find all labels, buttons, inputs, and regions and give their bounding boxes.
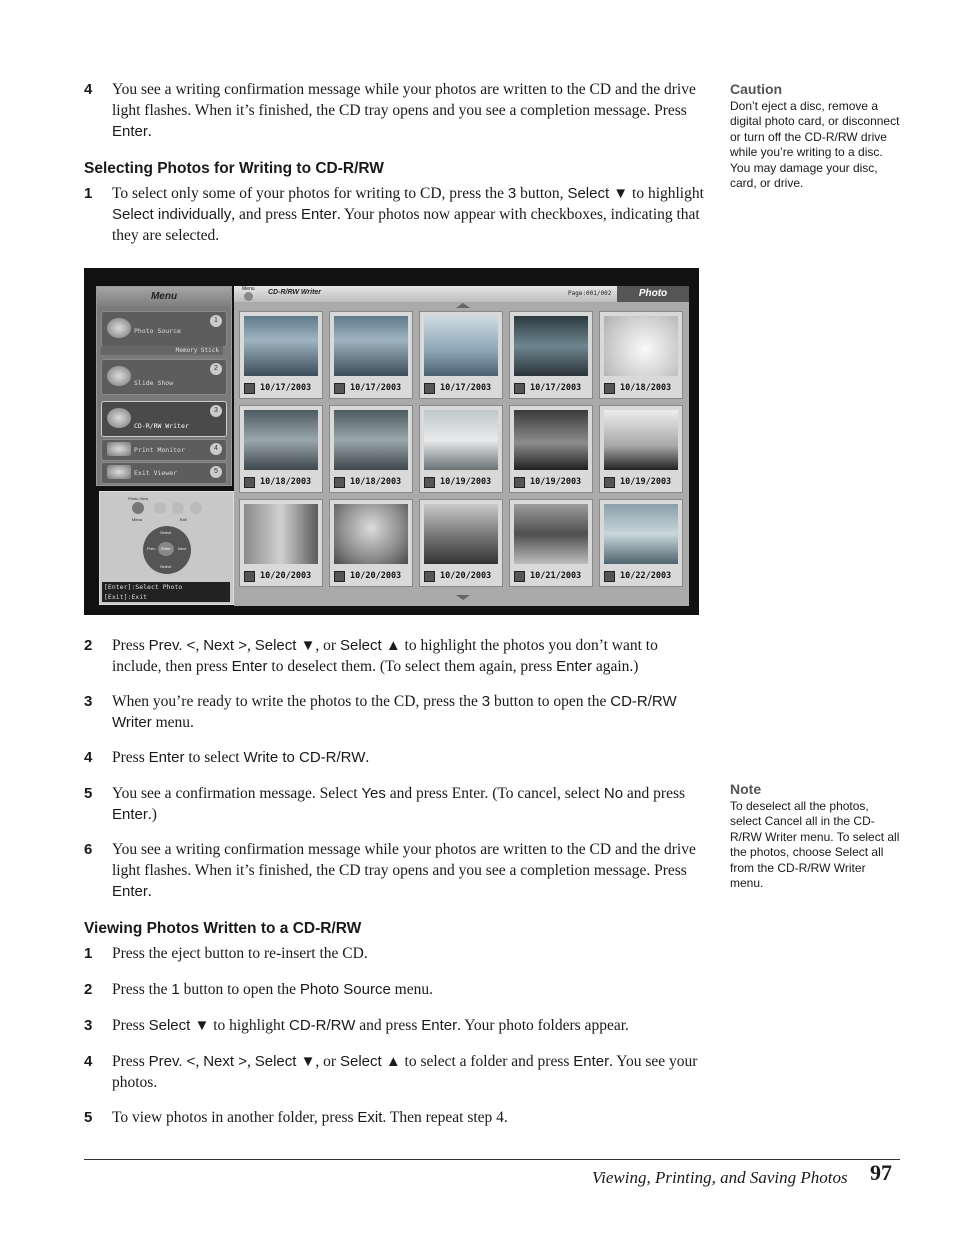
panel-header [234,286,689,302]
photo-date: 10/20/2003 [260,571,312,581]
page-number: 97 [870,1160,892,1185]
step-number: 2 [84,637,93,654]
photo-thumbnail[interactable] [239,311,323,399]
remote-button[interactable] [190,502,202,514]
photo-checkbox[interactable] [604,477,615,488]
photo-checkbox[interactable] [334,477,345,488]
step-number: 5 [84,1109,93,1126]
section-heading-selecting: Selecting Photos for Writing to CD-R/RW [84,160,384,177]
key-term: Select ▼ [254,1053,316,1070]
step-text: Press the 1 button to open the Photo Source menu. [112,981,433,998]
section2-step-4 [84,1051,704,1093]
menu-item-badge: 2 [210,363,222,375]
step-text: Press Prev. <, Next >, Select ▼, or Select ▲ to select a folder and press Enter. You see your photos. [112,1053,698,1091]
menu-item-label: Photo Source [134,327,181,335]
menu-item-badge: 4 [210,443,222,455]
photo-image [334,316,408,376]
step-text: You see a writing confirmation message while your photos are written to the CD and the drive light flashes. When it’s finished, the CD tray opens and you see a completion message. Press Enter. [112,81,696,140]
photo-date: 10/21/2003 [530,571,582,581]
remote-button[interactable] [172,502,184,514]
section-heading-viewing: Viewing Photos Written to a CD-R/RW [84,920,362,937]
key-term: Select ▲ [339,1053,401,1070]
key-term: Enter [231,658,268,675]
photo-date: 10/17/2003 [260,383,312,393]
menu-item-badge: 3 [210,405,222,417]
section1-step-6 [84,839,704,902]
section1-step-3 [84,691,704,733]
photo-thumbnail[interactable] [239,405,323,493]
step-number: 5 [84,785,93,802]
step-number: 1 [84,945,93,962]
section2-step-5 [84,1107,704,1128]
mode-label: Photo [617,286,689,302]
key-term: Select ▲ [339,637,401,654]
photo-checkbox[interactable] [244,477,255,488]
photo-thumbnail[interactable] [239,499,323,587]
footer-title: Viewing, Printing, and Saving Photos [592,1168,848,1187]
photo-date: 10/18/2003 [620,383,672,393]
step-top-4 [84,79,704,142]
photo-checkbox[interactable] [424,571,435,582]
photo-thumbnail[interactable] [419,311,503,399]
key-term: Select ▼ [567,185,629,202]
photo-checkbox[interactable] [514,477,525,488]
exit-icon [107,465,131,479]
footer-rule [84,1159,900,1160]
photo-checkbox[interactable] [244,571,255,582]
photo-date: 10/17/2003 [350,383,402,393]
step-number: 4 [84,1053,93,1070]
photo-date: 10/19/2003 [620,477,672,487]
scroll-down-icon[interactable] [456,595,470,600]
menu-item-badge: 5 [210,466,222,478]
dpad-enter[interactable]: Enter [158,542,174,556]
photo-image [514,316,588,376]
note-body: To deselect all the photos, select Cancel all in the CD-R/RW Writer menu. To select all the photos, choose Select all from the CD-R/RW Writer menu. [730,798,900,890]
menu-item-slide-show[interactable] [101,359,227,395]
photo-date: 10/20/2003 [440,571,492,581]
photo-image [424,316,498,376]
key-term: Prev. < [148,637,196,654]
photo-thumbnail[interactable] [329,405,413,493]
key-term: Next > [203,637,247,654]
printer-icon [107,442,131,456]
photo-image [334,410,408,470]
key-term: 3 [481,693,491,710]
top-menu-button[interactable]: Menu [242,286,255,292]
key-term: Prev. < [148,1053,196,1070]
key-term: Select ▼ [148,1017,210,1034]
photo-image [424,410,498,470]
photo-image [244,504,318,564]
dpad-select-up[interactable]: Select [160,530,172,535]
photo-checkbox[interactable] [334,571,345,582]
photo-date: 10/17/2003 [530,383,582,393]
hint-enter: [Enter]:Select Photo [104,583,183,591]
menu-item-label: Print Monitor [134,446,185,454]
exit-button-label: Exit [180,517,187,522]
photo-checkbox[interactable] [424,477,435,488]
caution-title: Caution [730,81,783,97]
section1-step-4 [84,747,704,768]
remote-button-row [132,502,212,514]
photo-image [604,316,678,376]
photo-thumbnail[interactable] [419,405,503,493]
step-number: 4 [84,81,93,98]
section1-step-2 [84,635,704,677]
remote-button[interactable] [154,502,166,514]
photo-date: 10/19/2003 [440,477,492,487]
step-text: Press Enter to select Write to CD-R/RW. [112,749,370,766]
menu-item-cd-writer[interactable] [101,401,227,437]
note-title: Note [730,781,762,797]
step-text: To select only some of your photos for writing to CD, press the 3 button, Select ▼ to highlight Select individually, and press Enter. Your photos now appear with checkboxes, indicating that they are selected. [112,185,704,244]
key-term: Exit [357,1109,383,1126]
menu-toggle-icon[interactable] [244,292,253,301]
key-term: Photo Source [299,981,391,998]
section1-step-1 [84,183,704,246]
photo-thumbnail[interactable] [509,405,593,493]
menu-title: Menu [97,287,231,307]
viewer-screenshot [84,268,699,615]
section2-step-1 [84,943,704,964]
photo-checkbox[interactable] [514,383,525,394]
step-text: You see a writing confirmation message while your photos are written to the CD and the drive light flashes. When it’s finished, the CD tray opens and you see a completion message. Press Enter. [112,841,696,900]
photo-date: 10/22/2003 [620,571,672,581]
photo-thumbnail[interactable] [599,311,683,399]
key-term: Next > [203,1053,247,1070]
photo-source-icon [107,318,131,338]
remote-hints [102,582,230,602]
caution-body: Don’t eject a disc, remove a digital photo card, or disconnect or turn off the CD-R/RW drive while you’re writing to a disc. You may damage your disc, card, or drive. [730,98,900,190]
section2-step-2 [84,979,704,1000]
photo-checkbox[interactable] [604,383,615,394]
section2-step-3 [84,1015,704,1036]
key-term: 1 [171,981,180,998]
note-box [730,782,900,892]
photo-checkbox[interactable] [424,383,435,394]
key-term: CD-R/RW Writer [112,693,677,731]
menu-item-label: Exit Viewer [134,469,178,477]
photo-image [424,504,498,564]
photo-thumbnail[interactable] [509,311,593,399]
key-term: Select ▼ [254,637,316,654]
photo-thumbnail[interactable] [509,499,593,587]
photo-thumbnail[interactable] [329,311,413,399]
step-number: 2 [84,981,93,998]
photo-thumbnail[interactable] [599,405,683,493]
key-term: Enter [112,123,148,140]
photo-image [604,410,678,470]
photo-image [514,410,588,470]
photo-image [244,410,318,470]
page-indicator: Page:001/002 [568,290,612,297]
menu-button-label: Menu [132,517,143,522]
caution-box [730,82,900,192]
step-number: 3 [84,1017,93,1034]
remote-control-diagram [99,491,234,605]
step-number: 4 [84,749,93,766]
memory-stick-label: Memory Stick [101,346,223,355]
photo-date: 10/19/2003 [530,477,582,487]
thumbnail-panel [234,286,689,606]
key-term: Write to CD-R/RW [243,749,366,766]
screen-title: CD-R/RW Writer [268,289,322,296]
key-term: Yes [361,785,386,802]
key-term: Enter [556,658,592,675]
section1-step-5 [84,783,704,825]
key-term: No [603,785,624,802]
dpad [143,526,191,574]
photo-checkbox[interactable] [514,571,525,582]
step-number: 3 [84,693,93,710]
photo-thumbnail[interactable] [599,499,683,587]
photo-date: 10/18/2003 [350,477,402,487]
key-term: Enter [421,1017,458,1034]
photo-checkbox[interactable] [334,383,345,394]
photo-image [514,504,588,564]
photo-image [604,504,678,564]
menu-item-label: Slide Show [134,379,174,387]
menu-item-badge: 1 [210,315,222,327]
photo-date: 10/18/2003 [260,477,312,487]
menu-item-print-monitor[interactable] [101,439,227,461]
key-term: Enter [112,883,148,900]
step-text: Press the eject button to re-insert the CD. [112,945,368,962]
menu-item-photo-source[interactable] [101,311,227,347]
photo-image [334,504,408,564]
photo-thumbnail[interactable] [329,499,413,587]
photo-checkbox[interactable] [244,383,255,394]
dpad-next[interactable]: Next [178,546,187,551]
step-number: 6 [84,841,93,858]
photo-image [244,316,318,376]
key-term: 3 [507,185,517,202]
step-text: Press Select ▼ to highlight CD-R/RW and press Enter. Your photo folders appear. [112,1017,629,1034]
menu-item-exit-viewer[interactable] [101,462,227,484]
photo-view-label: Photo View [128,496,149,501]
photo-thumbnail[interactable] [419,499,503,587]
menu-item-label: CD-R/RW Writer [134,422,189,430]
step-text: To view photos in another folder, press Exit. Then repeat step 4. [112,1109,508,1126]
cd-icon [107,408,131,428]
step-text: You see a confirmation message. Select Yes and press Enter. (To cancel, select No and press Enter.) [112,785,686,823]
dpad-select-down[interactable]: Select [160,564,172,569]
slide-show-icon [107,366,131,386]
step-text: Press Prev. <, Next >, Select ▼, or Select ▲ to highlight the photos you don’t want to include, then press Enter to deselect them. (To select them again, press Enter again.) [112,637,658,675]
photo-checkbox[interactable] [604,571,615,582]
key-term: CD-R/RW [288,1017,356,1034]
step-number: 1 [84,185,93,202]
dpad-prev[interactable]: Prev. [147,546,157,551]
key-term: Enter [148,749,185,766]
scroll-up-icon[interactable] [456,303,470,308]
key-term: Enter [573,1053,610,1070]
hint-exit: [Exit]:Exit [104,593,148,601]
key-term: Enter [112,806,148,823]
step-text: When you’re ready to write the photos to the CD, press the 3 button to open the CD-R/RW Writer menu. [112,693,677,731]
key-term: Select individually [112,206,232,223]
photo-view-button[interactable] [132,502,144,514]
key-term: Enter [300,206,337,223]
photo-date: 10/17/2003 [440,383,492,393]
menu-panel [96,286,232,486]
photo-date: 10/20/2003 [350,571,402,581]
